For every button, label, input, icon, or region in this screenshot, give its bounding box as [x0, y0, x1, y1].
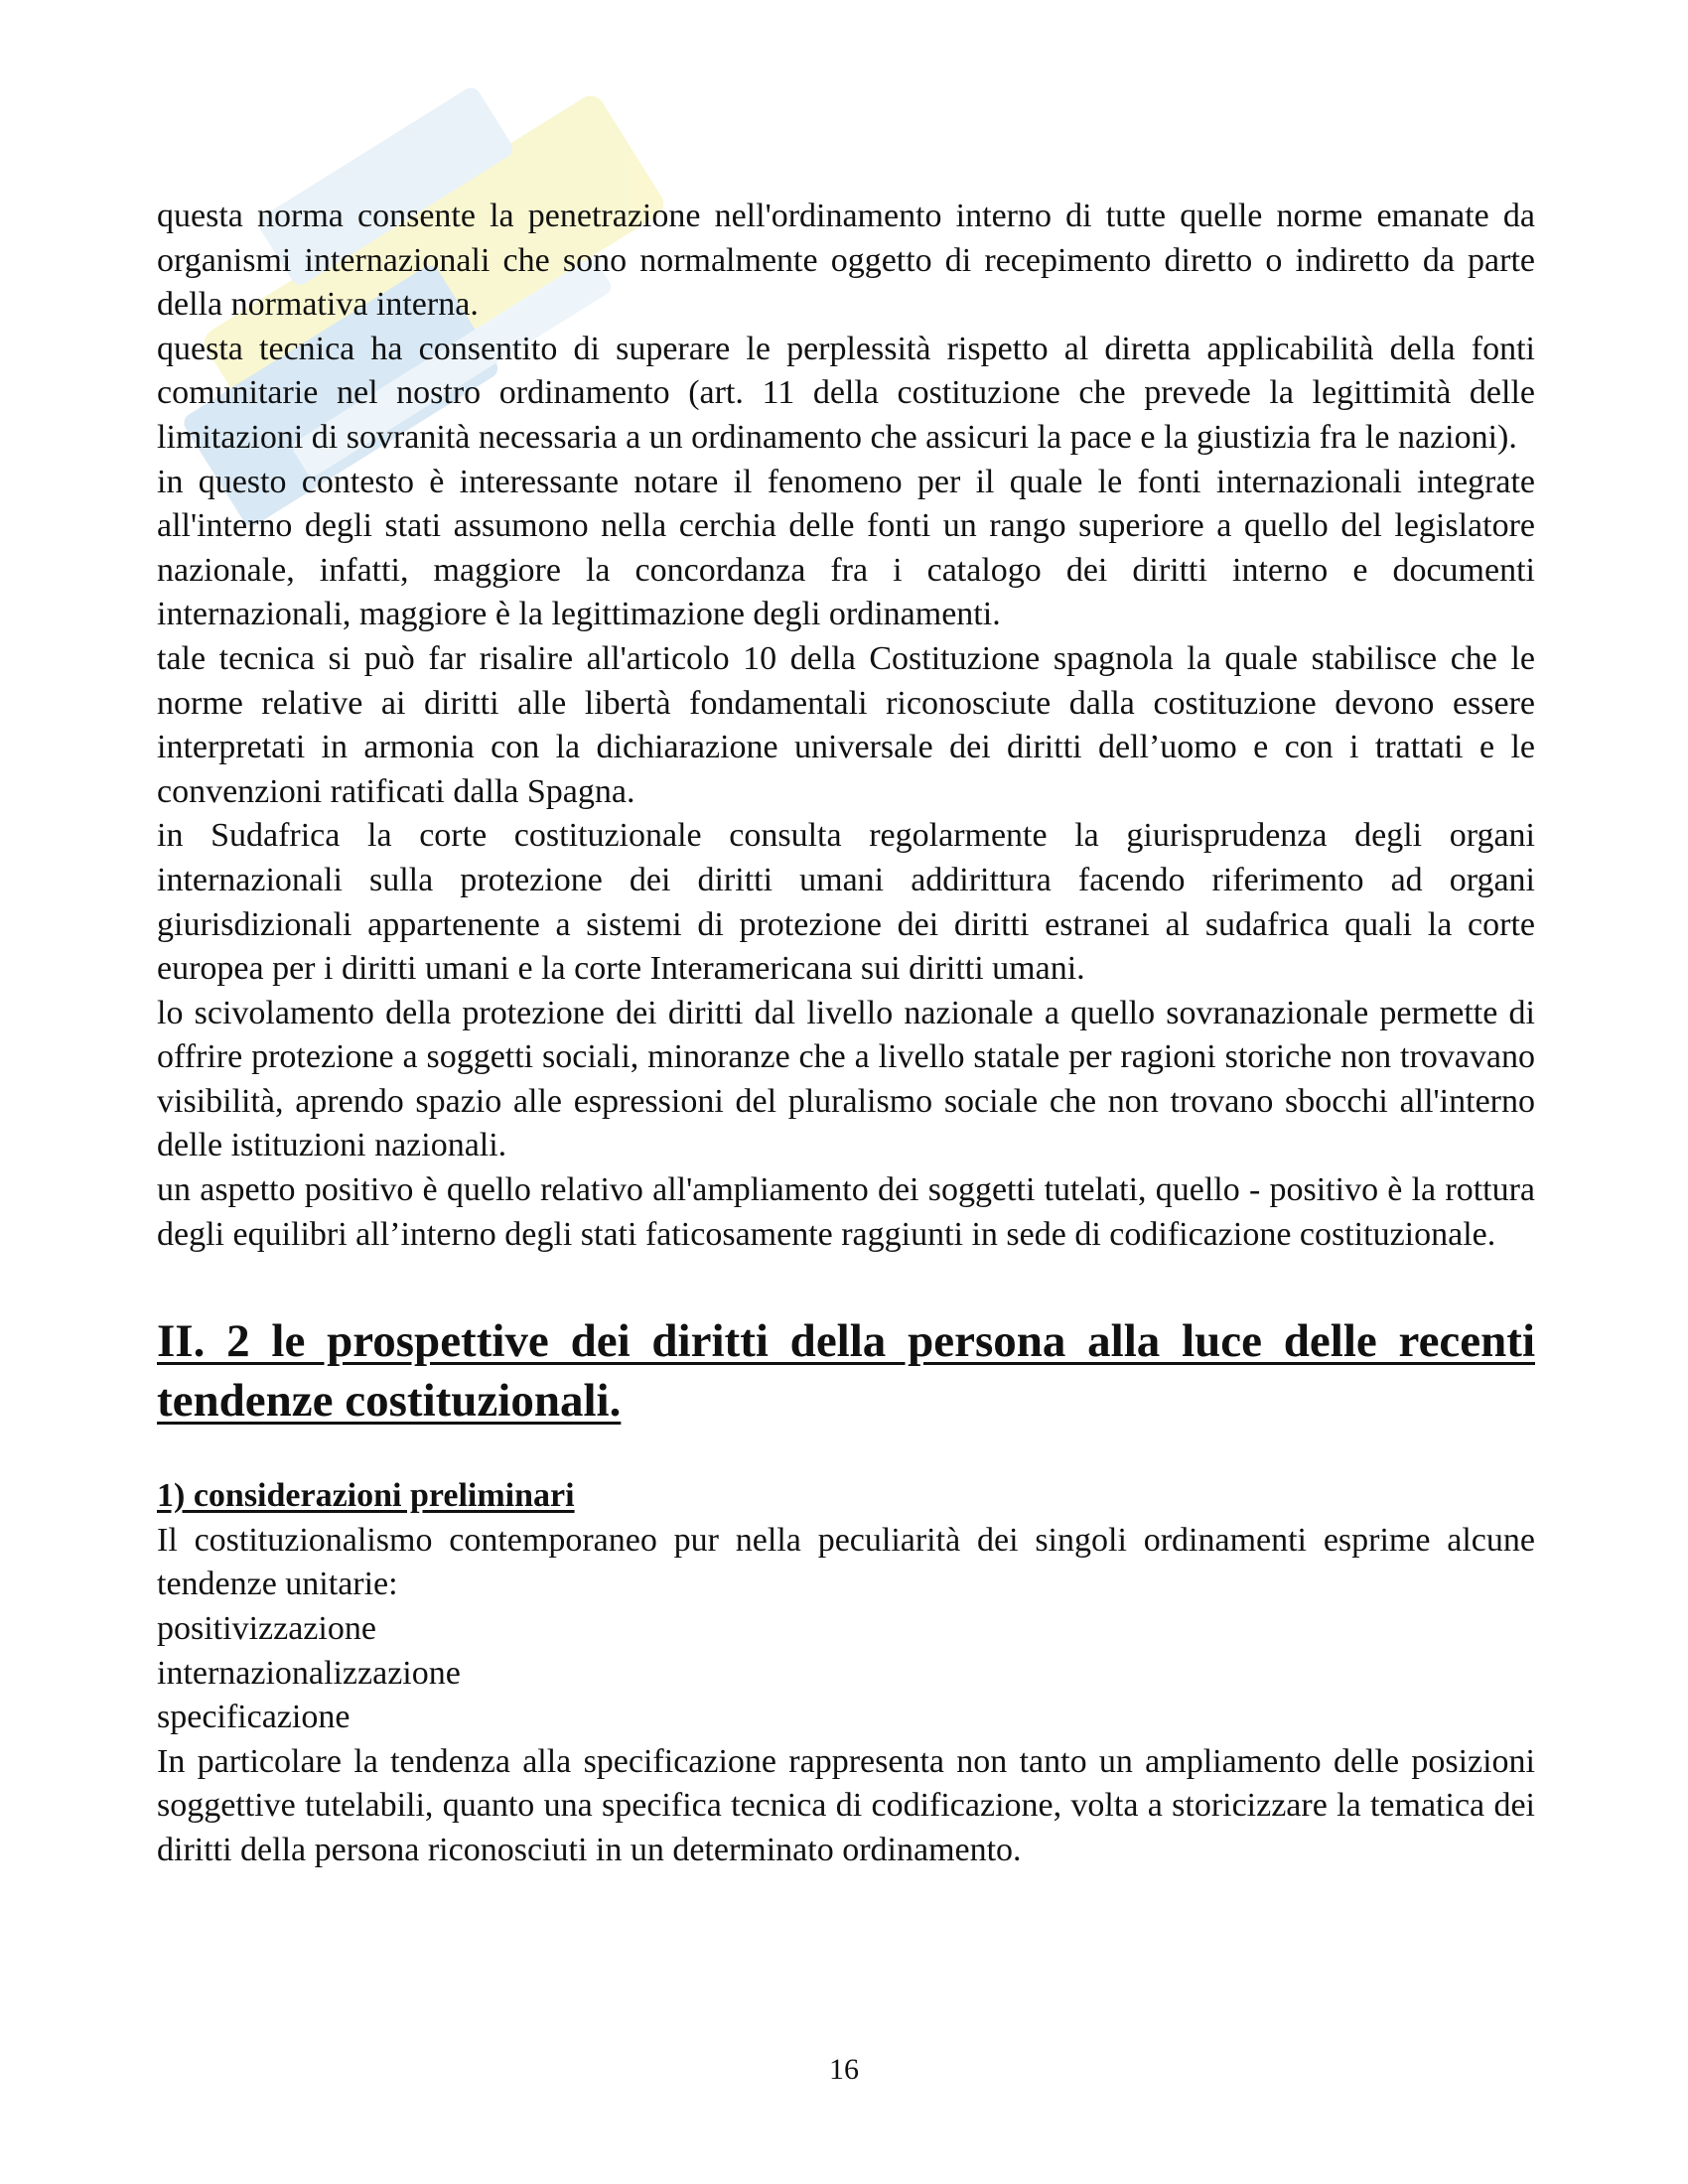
- paragraph: in questo contesto è interessante notare il fenomeno per il quale le fonti internazionali integrate all'interno degli stati assumono nella cerchia delle fonti un rango superiore a quello del legislatore nazionale, infatti, maggiore la concordanza fra i catalogo dei diritti interno e documenti internazionali, maggiore è la legittimazione degli ordinamenti.: [157, 463, 1535, 633]
- page-number: 16: [829, 2053, 859, 2086]
- paragraph: questa tecnica ha consentito di superare le perplessità rispetto al diretta applicabilità della fonti comunitarie nel nostro ordinamento (art. 11 della costituzione che prevede la legittimità delle limitazioni di sovranità necessaria a un ordinamento che assicuri la pace e la giustizia fra le nazioni).: [157, 330, 1535, 456]
- list-item: positivizzazione: [157, 1610, 376, 1648]
- paragraph: questa norma consente la penetrazione nell'ordinamento interno di tutte quelle norme emanate da organismi internazionali che sono normalmente oggetto di recepimento diretto o indiretto da parte della normativa interna.: [157, 198, 1535, 324]
- section-heading: II. 2 le prospettive dei diritti della persona alla luce delle recenti tendenze costituzionali.: [157, 1315, 1535, 1428]
- subsection-title: 1) considerazioni preliminari: [157, 1477, 575, 1515]
- list-item: specificazione: [157, 1699, 351, 1736]
- document-body: [157, 195, 1535, 1873]
- paragraph: in Sudafrica la corte costituzionale consulta regolarmente la giurisprudenza degli organi internazionali sulla protezione dei diritti umani addirittura facendo riferimento ad organi giurisdizionali appartenente a sistemi di protezione dei diritti estranei al sudafrica quali la corte europea per i diritti umani e la corte Interamericana sui diritti umani.: [157, 817, 1535, 988]
- subsection-intro: Il costituzionalismo contemporaneo pur nella peculiarità dei singoli ordinamenti esprime alcune tendenze unitarie:: [157, 1521, 1535, 1603]
- paragraph: un aspetto positivo è quello relativo all'ampliamento dei soggetti tutelati, quello - positivo è la rottura degli equilibri all’interno degli stati faticosamente raggiunti in sede di codificazione costituzionale.: [157, 1171, 1535, 1253]
- list-item: internazionalizzazione: [157, 1654, 461, 1692]
- paragraph: tale tecnica si può far risalire all'articolo 10 della Costituzione spagnola la quale stabilisce che le norme relative ai diritti alle libertà fondamentali riconosciute dalla costituzione devono essere interpretati in armonia con la dichiarazione universale dei diritti dell’uomo e con i trattati e le convenzioni ratificati dalla Spagna.: [157, 639, 1535, 810]
- paragraph: lo scivolamento della protezione dei diritti dal livello nazionale a quello sovranazionale permette di offrire protezione a soggetti sociali, minoranze che a livello statale per ragioni storiche non trovavano visibilità, aprendo spazio alle espressioni del pluralismo sociale che non trovano sbocchi all'interno delle istituzioni nazionali.: [157, 994, 1535, 1164]
- subsection-closing: In particolare la tendenza alla specificazione rappresenta non tanto un ampliamento delle posizioni soggettive tutelabili, quanto una specifica tecnica di codificazione, volta a storicizzare la tematica dei diritti della persona riconosciuti in un determinato ordinamento.: [157, 1742, 1535, 1868]
